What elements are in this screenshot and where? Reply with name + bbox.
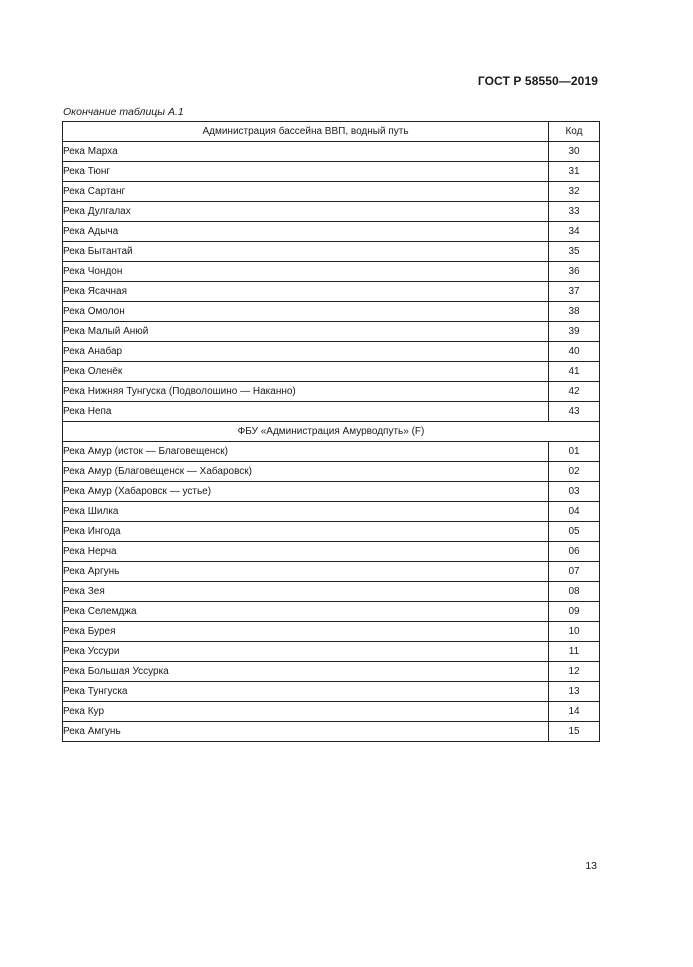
waterway-name: Река Непа	[63, 402, 549, 422]
waterway-code: 12	[549, 662, 600, 682]
waterway-name: Река Бурея	[63, 622, 549, 642]
waterway-name: Река Большая Уссурка	[63, 662, 549, 682]
waterway-name: Река Ингода	[63, 522, 549, 542]
table-body-part1	[63, 142, 600, 422]
waterway-name: Река Амгунь	[63, 722, 549, 742]
table-row	[63, 262, 600, 282]
column-header-code: Код	[549, 122, 600, 142]
waterway-code: 30	[549, 142, 600, 162]
waterway-name: Река Марха	[63, 142, 549, 162]
waterway-code: 32	[549, 182, 600, 202]
table-row	[63, 662, 600, 682]
table-row	[63, 582, 600, 602]
waterway-code: 14	[549, 702, 600, 722]
waterway-code: 01	[549, 442, 600, 462]
table-row	[63, 202, 600, 222]
column-header-name: Администрация бассейна ВВП, водный путь	[63, 122, 549, 142]
waterway-code: 02	[549, 462, 600, 482]
waterway-name: Река Кур	[63, 702, 549, 722]
waterway-name: Река Малый Анюй	[63, 322, 549, 342]
table-row	[63, 642, 600, 662]
waterway-name: Река Зея	[63, 582, 549, 602]
waterway-code: 06	[549, 542, 600, 562]
table-row	[63, 522, 600, 542]
waterway-code: 13	[549, 682, 600, 702]
table-row	[63, 462, 600, 482]
waterway-name: Река Селемджа	[63, 602, 549, 622]
table-caption: Окончание таблицы А.1	[63, 106, 184, 118]
waterway-code: 41	[549, 362, 600, 382]
waterway-name: Река Бытантай	[63, 242, 549, 262]
waterway-code: 38	[549, 302, 600, 322]
table-row	[63, 682, 600, 702]
section-header-row	[63, 422, 600, 442]
waterway-name: Река Тунгуска	[63, 682, 549, 702]
table-row	[63, 382, 600, 402]
waterway-name: Река Сартанг	[63, 182, 549, 202]
table-row	[63, 402, 600, 422]
waterway-name: Река Тюнг	[63, 162, 549, 182]
table-row	[63, 562, 600, 582]
waterway-name: Река Амур (Хабаровск — устье)	[63, 482, 549, 502]
waterway-name: Река Аргунь	[63, 562, 549, 582]
table-row	[63, 342, 600, 362]
waterway-code: 10	[549, 622, 600, 642]
table-row	[63, 722, 600, 742]
table-row	[63, 162, 600, 182]
table-row	[63, 362, 600, 382]
waterway-code: 40	[549, 342, 600, 362]
waterway-code: 43	[549, 402, 600, 422]
table-body-part2	[63, 442, 600, 742]
waterway-code: 37	[549, 282, 600, 302]
waterway-code: 35	[549, 242, 600, 262]
waterway-name: Река Адыча	[63, 222, 549, 242]
table-row	[63, 702, 600, 722]
waterway-name: Река Амур (Благовещенск — Хабаровск)	[63, 462, 549, 482]
waterway-name: Река Нижняя Тунгуска (Подволошино — Наканно)	[63, 382, 549, 402]
waterway-name: Река Анабар	[63, 342, 549, 362]
waterway-code: 39	[549, 322, 600, 342]
table-header-row	[63, 122, 600, 142]
document-number: ГОСТ Р 58550—2019	[477, 74, 598, 88]
waterway-code: 34	[549, 222, 600, 242]
waterway-name: Река Омолон	[63, 302, 549, 322]
waterway-code: 03	[549, 482, 600, 502]
table-row	[63, 622, 600, 642]
waterway-code: 11	[549, 642, 600, 662]
waterway-code: 08	[549, 582, 600, 602]
waterway-code: 36	[549, 262, 600, 282]
table-row	[63, 482, 600, 502]
table-row	[63, 242, 600, 262]
waterway-code: 07	[549, 562, 600, 582]
waterway-code: 31	[549, 162, 600, 182]
table-row	[63, 222, 600, 242]
table-row	[63, 322, 600, 342]
waterway-code: 33	[549, 202, 600, 222]
table-row	[63, 602, 600, 622]
table-row	[63, 502, 600, 522]
waterway-code: 15	[549, 722, 600, 742]
table-section	[63, 422, 600, 442]
table-row	[63, 182, 600, 202]
waterway-code: 05	[549, 522, 600, 542]
waterways-table	[62, 121, 600, 742]
waterway-name: Река Амур (исток — Благовещенск)	[63, 442, 549, 462]
waterway-code: 42	[549, 382, 600, 402]
waterway-code: 04	[549, 502, 600, 522]
table-row	[63, 442, 600, 462]
table-row	[63, 542, 600, 562]
page-number: 13	[585, 860, 597, 872]
waterway-name: Река Ясачная	[63, 282, 549, 302]
waterway-name: Река Дулгалах	[63, 202, 549, 222]
waterway-name: Река Чондон	[63, 262, 549, 282]
section-title: ФБУ «Администрация Амурводпуть» (F)	[63, 422, 600, 442]
table-row	[63, 142, 600, 162]
waterway-name: Река Нерча	[63, 542, 549, 562]
waterway-name: Река Оленёк	[63, 362, 549, 382]
table-row	[63, 282, 600, 302]
waterway-name: Река Уссури	[63, 642, 549, 662]
waterway-code: 09	[549, 602, 600, 622]
table-row	[63, 302, 600, 322]
waterway-name: Река Шилка	[63, 502, 549, 522]
